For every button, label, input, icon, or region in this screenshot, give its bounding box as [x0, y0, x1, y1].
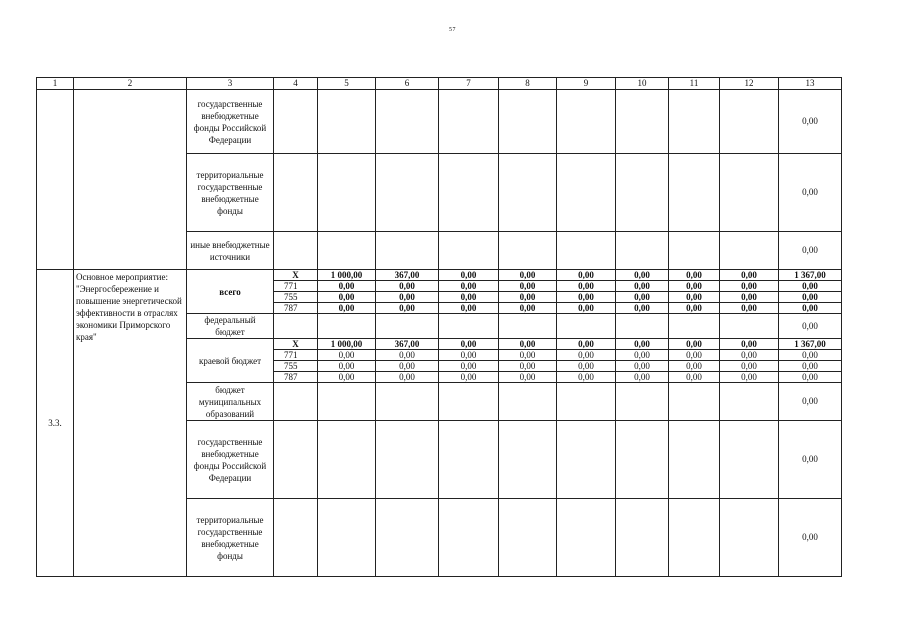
value-cell: 0,00 — [720, 372, 779, 383]
empty-cell — [439, 499, 499, 577]
value-cell: 0,00 — [720, 350, 779, 361]
empty-cell — [720, 232, 779, 270]
empty-cell — [616, 154, 669, 232]
header-cell: 8 — [499, 78, 557, 90]
value-cell: 0,00 — [720, 292, 779, 303]
empty-cell — [557, 232, 616, 270]
value-cell: 0,00 — [557, 292, 616, 303]
value-cell: 0,00 — [499, 350, 557, 361]
table-row — [37, 270, 842, 281]
value-cell: 0,00 — [720, 281, 779, 292]
value-cell: 0,00 — [616, 361, 669, 372]
empty-cell — [376, 421, 439, 499]
header-cell: 2 — [74, 78, 187, 90]
empty-cell — [499, 421, 557, 499]
value-cell: 0,00 — [557, 350, 616, 361]
value-cell: 0,00 — [720, 361, 779, 372]
header-cell: 7 — [439, 78, 499, 90]
source-cell: бюджет муниципальных образований — [187, 383, 274, 421]
empty-cell — [616, 314, 669, 339]
empty-cell — [376, 499, 439, 577]
empty-cell — [318, 421, 376, 499]
empty-cell — [616, 232, 669, 270]
empty-cell — [669, 154, 720, 232]
empty-cell — [499, 314, 557, 339]
value-cell: 0,00 — [439, 303, 499, 314]
empty-cell — [557, 421, 616, 499]
value-cell: 0,00 — [616, 339, 669, 350]
empty-cell — [439, 90, 499, 154]
value-cell: 0,00 — [499, 372, 557, 383]
total-cell: 0,00 — [779, 90, 842, 154]
value-cell: 0,00 — [318, 281, 376, 292]
empty-cell — [720, 314, 779, 339]
table-row — [37, 90, 842, 154]
value-cell: 0,00 — [779, 350, 842, 361]
empty-cell — [616, 499, 669, 577]
number-cell-empty — [37, 90, 74, 270]
code-cell: 755 — [274, 292, 318, 303]
value-cell: 0,00 — [439, 270, 499, 281]
empty-cell — [669, 499, 720, 577]
empty-cell — [499, 154, 557, 232]
empty-cell — [557, 154, 616, 232]
empty-cell — [669, 421, 720, 499]
value-cell: 0,00 — [669, 339, 720, 350]
source-cell: государственные внебюджетные фонды Российской Федерации — [187, 421, 274, 499]
value-cell: 0,00 — [318, 372, 376, 383]
value-cell: 0,00 — [499, 292, 557, 303]
code-cell: 771 — [274, 281, 318, 292]
empty-cell — [499, 383, 557, 421]
empty-cell — [274, 232, 318, 270]
value-cell: 0,00 — [318, 303, 376, 314]
value-cell: 0,00 — [376, 350, 439, 361]
value-cell: 0,00 — [557, 270, 616, 281]
header-cell: 13 — [779, 78, 842, 90]
empty-cell — [318, 90, 376, 154]
empty-cell — [557, 90, 616, 154]
value-cell: 0,00 — [779, 361, 842, 372]
empty-cell — [318, 314, 376, 339]
value-cell: 367,00 — [376, 270, 439, 281]
empty-cell — [274, 499, 318, 577]
empty-cell — [557, 314, 616, 339]
header-cell: 6 — [376, 78, 439, 90]
empty-cell — [318, 154, 376, 232]
header-cell: 10 — [616, 78, 669, 90]
value-cell: 0,00 — [439, 339, 499, 350]
empty-cell — [376, 314, 439, 339]
empty-cell — [318, 499, 376, 577]
value-cell: 0,00 — [669, 281, 720, 292]
value-cell: 0,00 — [499, 339, 557, 350]
empty-cell — [720, 90, 779, 154]
value-cell: 0,00 — [557, 339, 616, 350]
empty-cell — [439, 154, 499, 232]
source-cell: федеральный бюджет — [187, 314, 274, 339]
value-cell: 367,00 — [376, 339, 439, 350]
empty-cell — [439, 314, 499, 339]
empty-cell — [439, 383, 499, 421]
empty-cell — [499, 90, 557, 154]
value-cell: 0,00 — [318, 361, 376, 372]
value-cell: 0,00 — [557, 281, 616, 292]
budget-table — [36, 77, 842, 577]
page-number: 57 — [449, 27, 456, 33]
value-cell: 0,00 — [318, 292, 376, 303]
activity-number: 3.3. — [37, 270, 74, 577]
header-cell: 1 — [37, 78, 74, 90]
value-cell: 0,00 — [669, 372, 720, 383]
value-cell: 0,00 — [616, 292, 669, 303]
value-cell: 0,00 — [439, 372, 499, 383]
value-cell: 0,00 — [499, 270, 557, 281]
code-cell: 787 — [274, 372, 318, 383]
kraevoy-label: краевой бюджет — [187, 339, 274, 383]
header-cell: 11 — [669, 78, 720, 90]
empty-cell — [318, 232, 376, 270]
empty-cell — [499, 232, 557, 270]
empty-cell — [720, 383, 779, 421]
value-cell: 0,00 — [499, 281, 557, 292]
value-cell: 0,00 — [376, 303, 439, 314]
value-cell: 0,00 — [616, 281, 669, 292]
empty-cell — [274, 383, 318, 421]
code-cell: 755 — [274, 361, 318, 372]
empty-cell — [669, 90, 720, 154]
value-cell: 0,00 — [669, 292, 720, 303]
empty-cell — [499, 499, 557, 577]
source-cell: иные внебюджетные источники — [187, 232, 274, 270]
source-cell: государственные внебюджетные фонды Российской Федерации — [187, 90, 274, 154]
empty-cell — [376, 383, 439, 421]
empty-cell — [616, 421, 669, 499]
empty-cell — [274, 421, 318, 499]
header-row — [37, 78, 842, 90]
total-cell: 0,00 — [779, 314, 842, 339]
value-cell: 0,00 — [439, 350, 499, 361]
empty-cell — [720, 421, 779, 499]
empty-cell — [274, 314, 318, 339]
value-cell: 0,00 — [779, 281, 842, 292]
value-cell: 0,00 — [557, 303, 616, 314]
value-cell: 0,00 — [720, 339, 779, 350]
total-cell: 0,00 — [779, 383, 842, 421]
value-cell: 0,00 — [779, 372, 842, 383]
total-cell: 0,00 — [779, 421, 842, 499]
empty-cell — [616, 90, 669, 154]
header-cell: 5 — [318, 78, 376, 90]
value-cell: 0,00 — [779, 292, 842, 303]
value-cell: 0,00 — [720, 303, 779, 314]
empty-cell — [439, 232, 499, 270]
value-cell: 0,00 — [376, 361, 439, 372]
header-cell: 9 — [557, 78, 616, 90]
empty-cell — [274, 154, 318, 232]
value-cell: 0,00 — [720, 270, 779, 281]
empty-cell — [274, 90, 318, 154]
value-cell: 0,00 — [499, 361, 557, 372]
empty-cell — [376, 90, 439, 154]
value-cell: 0,00 — [499, 303, 557, 314]
activity-name: Основное мероприятие: "Энергосбережение и повышение энергетической эффективности в отраслях экономики Приморского края" — [74, 270, 187, 577]
name-cell-empty — [74, 90, 187, 270]
value-cell: 0,00 — [557, 361, 616, 372]
code-cell: X — [274, 339, 318, 350]
value-cell: 0,00 — [557, 372, 616, 383]
code-cell: 771 — [274, 350, 318, 361]
value-cell: 0,00 — [439, 292, 499, 303]
empty-cell — [439, 421, 499, 499]
header-cell: 12 — [720, 78, 779, 90]
value-cell: 1 367,00 — [779, 339, 842, 350]
value-cell: 0,00 — [616, 303, 669, 314]
empty-cell — [557, 499, 616, 577]
empty-cell — [669, 232, 720, 270]
value-cell: 0,00 — [669, 350, 720, 361]
header-cell: 3 — [187, 78, 274, 90]
value-cell: 0,00 — [616, 270, 669, 281]
source-cell: территориальные государственные внебюджетные фонды — [187, 499, 274, 577]
empty-cell — [318, 383, 376, 421]
value-cell: 0,00 — [616, 372, 669, 383]
source-cell: территориальные государственные внебюджетные фонды — [187, 154, 274, 232]
value-cell: 1 367,00 — [779, 270, 842, 281]
empty-cell — [720, 499, 779, 577]
value-cell: 0,00 — [376, 281, 439, 292]
total-cell: 0,00 — [779, 232, 842, 270]
empty-cell — [669, 314, 720, 339]
value-cell: 0,00 — [669, 361, 720, 372]
value-cell: 0,00 — [616, 350, 669, 361]
code-cell: 787 — [274, 303, 318, 314]
empty-cell — [720, 154, 779, 232]
value-cell: 0,00 — [669, 270, 720, 281]
value-cell: 0,00 — [318, 350, 376, 361]
empty-cell — [616, 383, 669, 421]
empty-cell — [557, 383, 616, 421]
total-cell: 0,00 — [779, 499, 842, 577]
value-cell: 1 000,00 — [318, 270, 376, 281]
vsego-label: всего — [187, 270, 274, 314]
value-cell: 0,00 — [669, 303, 720, 314]
value-cell: 0,00 — [439, 281, 499, 292]
total-cell: 0,00 — [779, 154, 842, 232]
value-cell: 0,00 — [779, 303, 842, 314]
code-cell: X — [274, 270, 318, 281]
value-cell: 1 000,00 — [318, 339, 376, 350]
header-cell: 4 — [274, 78, 318, 90]
empty-cell — [669, 383, 720, 421]
value-cell: 0,00 — [439, 361, 499, 372]
value-cell: 0,00 — [376, 292, 439, 303]
empty-cell — [376, 154, 439, 232]
value-cell: 0,00 — [376, 372, 439, 383]
empty-cell — [376, 232, 439, 270]
